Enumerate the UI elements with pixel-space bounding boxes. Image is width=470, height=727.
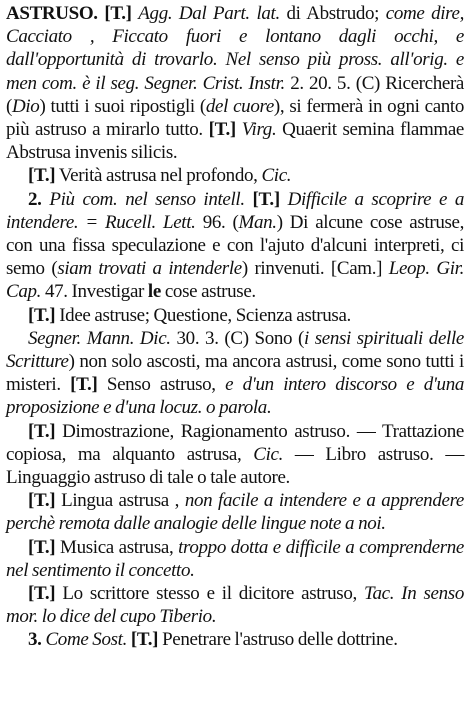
entry-paragraph-8 [6,536,464,582]
entry-paragraph-3 [6,188,464,304]
sense-number: 3. [28,629,42,651]
example-text: Idee astruse; Questione, Scienza astrusa. [59,304,351,326]
headword: ASTRUSO. [6,3,98,24]
citation-bold-word: le [147,281,161,303]
entry-paragraph-4 [6,304,464,327]
example-text: Verità astrusa nel profondo, [58,165,258,187]
entry-paragraph-2 [6,164,464,187]
example-text: Musica astrusa, [60,536,174,558]
definition-text: come dire, Cacciato , Ficcato fuori e lontano dagli occhi, e dall'opportunità di trovarlo. Nel senso più pross. all'orig. e men com. è il seg. Segner. Crist. Instr. [6,3,464,94]
entry-paragraph-10 [6,628,464,651]
citation-text: ) Di alcune cose astruse, con una fissa speculazione e con l'ajuto d'alcuni interpreti, ci semo ( [6,211,465,280]
tag-t: [T.] [28,583,56,605]
gloss: siam trovati a intenderle [57,258,242,280]
sense-label: Più com. nel senso intell. [49,188,245,210]
tag-t: [T.] [28,165,56,187]
definition-text: non facile a intendere e a apprendere perchè remota dalle analogie delle lingue note a noi. [6,490,464,535]
entry-paragraph-6 [6,420,464,490]
etymology-text: di Abstrudo; [286,3,380,24]
etymology-note: Dal Part. lat. [178,3,280,24]
definition-text: Difficile a scoprire e a intendere. = Rucell. Lett. [6,188,465,233]
example-text: Dimostrazione, Ragionamento astruso. — Trattazione copiosa, ma alquanto astrusa, [6,420,465,465]
example-text: Lo scrittore stesso e il dicitore astruso, [62,583,357,605]
example-text: Senso astruso, [106,374,216,396]
author-ref: Cic. [261,165,292,187]
example-text: — Libro astruso. — Linguaggio astruso di tale o tale autore. [6,443,464,489]
author-ref: Segner. Mann. Dic. [28,327,171,349]
entry-paragraph-1 [6,2,464,164]
gloss: i sensi spirituali delle Scritture [6,327,464,373]
citation-text: ) rinvenuti. [Cam.] [241,258,383,280]
example-text: Penetrare l'astruso delle dottrine. [162,629,398,651]
example-text: Lingua astrusa , [61,490,180,512]
citation-text: 30. 3. (C) Sono ( [176,327,304,349]
author-ref: Leop. Gir. Cap. [6,258,464,303]
entry-paragraph-5 [6,327,464,420]
citation-text: 96. ( [202,211,239,233]
tag-t: [T.] [28,304,56,326]
citation-text: ), si fermerà in ogni canto più astruso a mirarlo tutto. [6,95,465,141]
citation-text: 47. Investigar [44,281,145,303]
definition-text: e d'un intero discorso e d'una proposizione e d'una locuz. o parola. [6,374,465,419]
sense-label: Come Sost. [45,629,127,651]
tag-t: [T.] [208,119,236,141]
citation-text: 2. 20. 5. (C) Ricercherà ( [6,72,465,117]
tag-t: [T.] [28,490,56,512]
tag-t: [T.] [130,629,159,651]
tag-t: [T.] [70,374,98,396]
entry-paragraph-9 [6,582,464,628]
gloss: Man. [238,211,277,233]
tag-t: [T.] [104,3,132,24]
author-ref: Virg. [241,119,277,141]
grammar-note: Agg. [138,3,173,24]
sense-number: 2. [28,188,42,210]
tag-t: [T.] [28,536,56,558]
tag-t: [T.] [28,420,56,442]
citation-text: ) non solo ascosti, ma ancora astrusi, come sono tutti i misteri. [6,351,464,396]
citation-text: cose astruse. [164,281,256,303]
citation-text: ) tutti i suoi ripostigli ( [39,95,206,117]
tag-t: [T.] [252,188,280,210]
gloss: Dio [11,95,40,117]
definition-text: troppo dotta e difficile a comprenderne nel sentimento il concetto. [6,536,465,581]
gloss: del cuore [205,95,274,117]
definition-text: Tac. In senso mor. lo dice del cupo Tiberio. [6,583,464,628]
citation-text: Quaerit semina flammae Abstrusa invenis silicis. [6,119,464,164]
entry-paragraph-7 [6,489,464,535]
author-ref: Cic. [253,443,284,465]
